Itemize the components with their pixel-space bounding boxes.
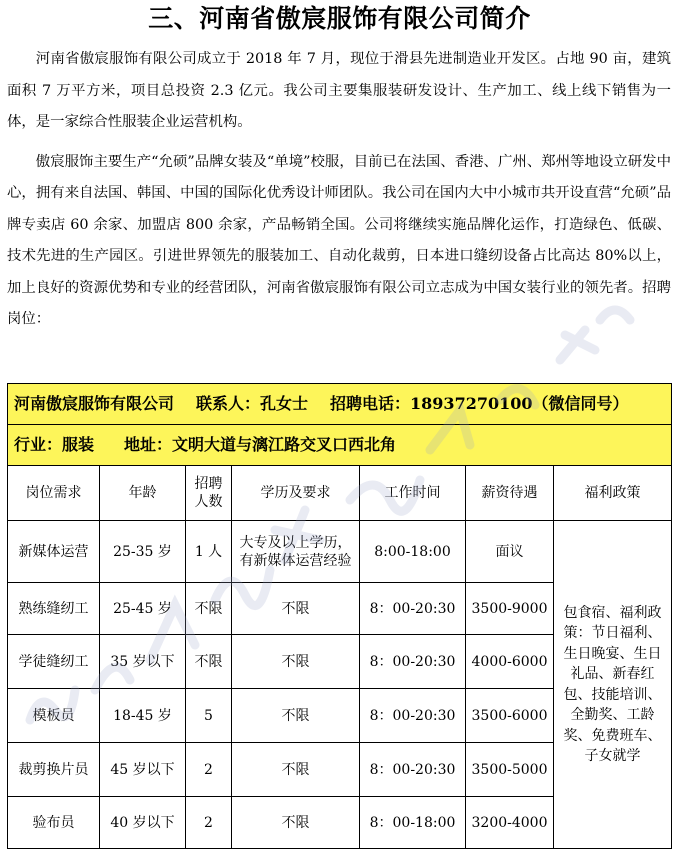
cell-age: 35 岁以下 <box>100 635 186 689</box>
cell-count: 5 <box>186 689 232 743</box>
cell-salary: 3200-4000 <box>466 797 554 849</box>
cell-age: 25-35 岁 <box>100 521 186 583</box>
company-introduction <box>7 44 671 336</box>
cell-education: 大专及以上学历，有新媒体运营经验 <box>232 521 360 583</box>
header-count: 招聘人数 <box>186 466 232 521</box>
cell-education: 不限 <box>232 689 360 743</box>
header-hours: 工作时间 <box>360 466 466 521</box>
recruitment-table <box>7 383 672 849</box>
cell-position: 裁剪换片员 <box>8 743 100 797</box>
cell-position: 模板员 <box>8 689 100 743</box>
banner-row-company <box>8 384 672 425</box>
table-header-row <box>8 466 672 521</box>
header-education: 学历及要求 <box>232 466 360 521</box>
cell-hours: 8：00-20:30 <box>360 743 466 797</box>
cell-welfare: 包食宿、福利政策：节日福利、生日晚宴、生日礼品、新春红包、技能培训、全勤奖、工龄奖、免费班车、子女就学 <box>554 521 672 849</box>
cell-age: 25-45 岁 <box>100 583 186 635</box>
banner-address: 地址：文明大道与漓江路交叉口西北角 <box>124 435 397 454</box>
cell-education: 不限 <box>232 743 360 797</box>
cell-count: 不限 <box>186 635 232 689</box>
cell-age: 18-45 岁 <box>100 689 186 743</box>
banner-phone: 招聘电话：18937270100（微信同号） <box>330 394 629 413</box>
cell-age: 45 岁以下 <box>100 743 186 797</box>
cell-salary: 3500-6000 <box>466 689 554 743</box>
banner-company-name: 河南傲宸服饰有限公司 <box>14 394 175 413</box>
cell-position: 新媒体运营 <box>8 521 100 583</box>
cell-salary: 3500-5000 <box>466 743 554 797</box>
cell-position: 熟练缝纫工 <box>8 583 100 635</box>
cell-hours: 8：00-20:30 <box>360 583 466 635</box>
cell-hours: 8:00-18:00 <box>360 521 466 583</box>
cell-education: 不限 <box>232 635 360 689</box>
header-position: 岗位需求 <box>8 466 100 521</box>
cell-count: 不限 <box>186 583 232 635</box>
header-age: 年龄 <box>100 466 186 521</box>
banner-contact: 联系人：孔女士 <box>196 394 309 413</box>
company-banner <box>8 384 672 425</box>
cell-count: 2 <box>186 743 232 797</box>
header-welfare: 福利政策 <box>554 466 672 521</box>
header-salary: 薪资待遇 <box>466 466 554 521</box>
cell-position: 验布员 <box>8 797 100 849</box>
cell-education: 不限 <box>232 797 360 849</box>
cell-hours: 8：00-18:00 <box>360 797 466 849</box>
cell-count: 1 人 <box>186 521 232 583</box>
cell-salary: 面议 <box>466 521 554 583</box>
intro-paragraph-2: 傲宸服饰主要生产“允硕”品牌女装及“单境”校服，目前已在法国、香港、广州、郑州等地设立研发中心，拥有来自法国、韩国、中国的国际化优秀设计师团队。我公司在国内大中小城市共开设直营“允硕”品牌专卖店 60 余家、加盟店 800 余家，产品畅销全国。公司将继续实施品牌化运作，打造绿色、低碳、技术先进的生产园区。引进世界领先的服装加工、自动化裁剪，日本进口缝纫设备占比高达 80%以上，加上良好的资源优势和专业的经营团队，河南省傲宸服饰有限公司立志成为中国女装行业的领先者。招聘岗位： <box>7 153 671 327</box>
cell-salary: 4000-6000 <box>466 635 554 689</box>
intro-paragraph-1: 河南省傲宸服饰有限公司成立于 2018 年 7 月，现位于滑县先进制造业开发区。占地 90 亩，建筑面积 7 万平方米，项目总投资 2.3 亿元。我公司主要集服装研发设计、生产加工、线上线下销售为一体，是一家综合性服装企业运营机构。 <box>7 51 671 130</box>
industry-banner <box>8 425 672 466</box>
cell-age: 40 岁以下 <box>100 797 186 849</box>
cell-position: 学徒缝纫工 <box>8 635 100 689</box>
table-row <box>8 521 672 583</box>
cell-salary: 3500-9000 <box>466 583 554 635</box>
banner-industry: 行业：服装 <box>14 435 95 454</box>
page-title: 三、河南省傲宸服饰有限公司简介 <box>148 4 531 33</box>
cell-education: 不限 <box>232 583 360 635</box>
cell-hours: 8：00-20:30 <box>360 689 466 743</box>
cell-hours: 8：00-20:30 <box>360 635 466 689</box>
banner-row-industry <box>8 425 672 466</box>
cell-count: 2 <box>186 797 232 849</box>
